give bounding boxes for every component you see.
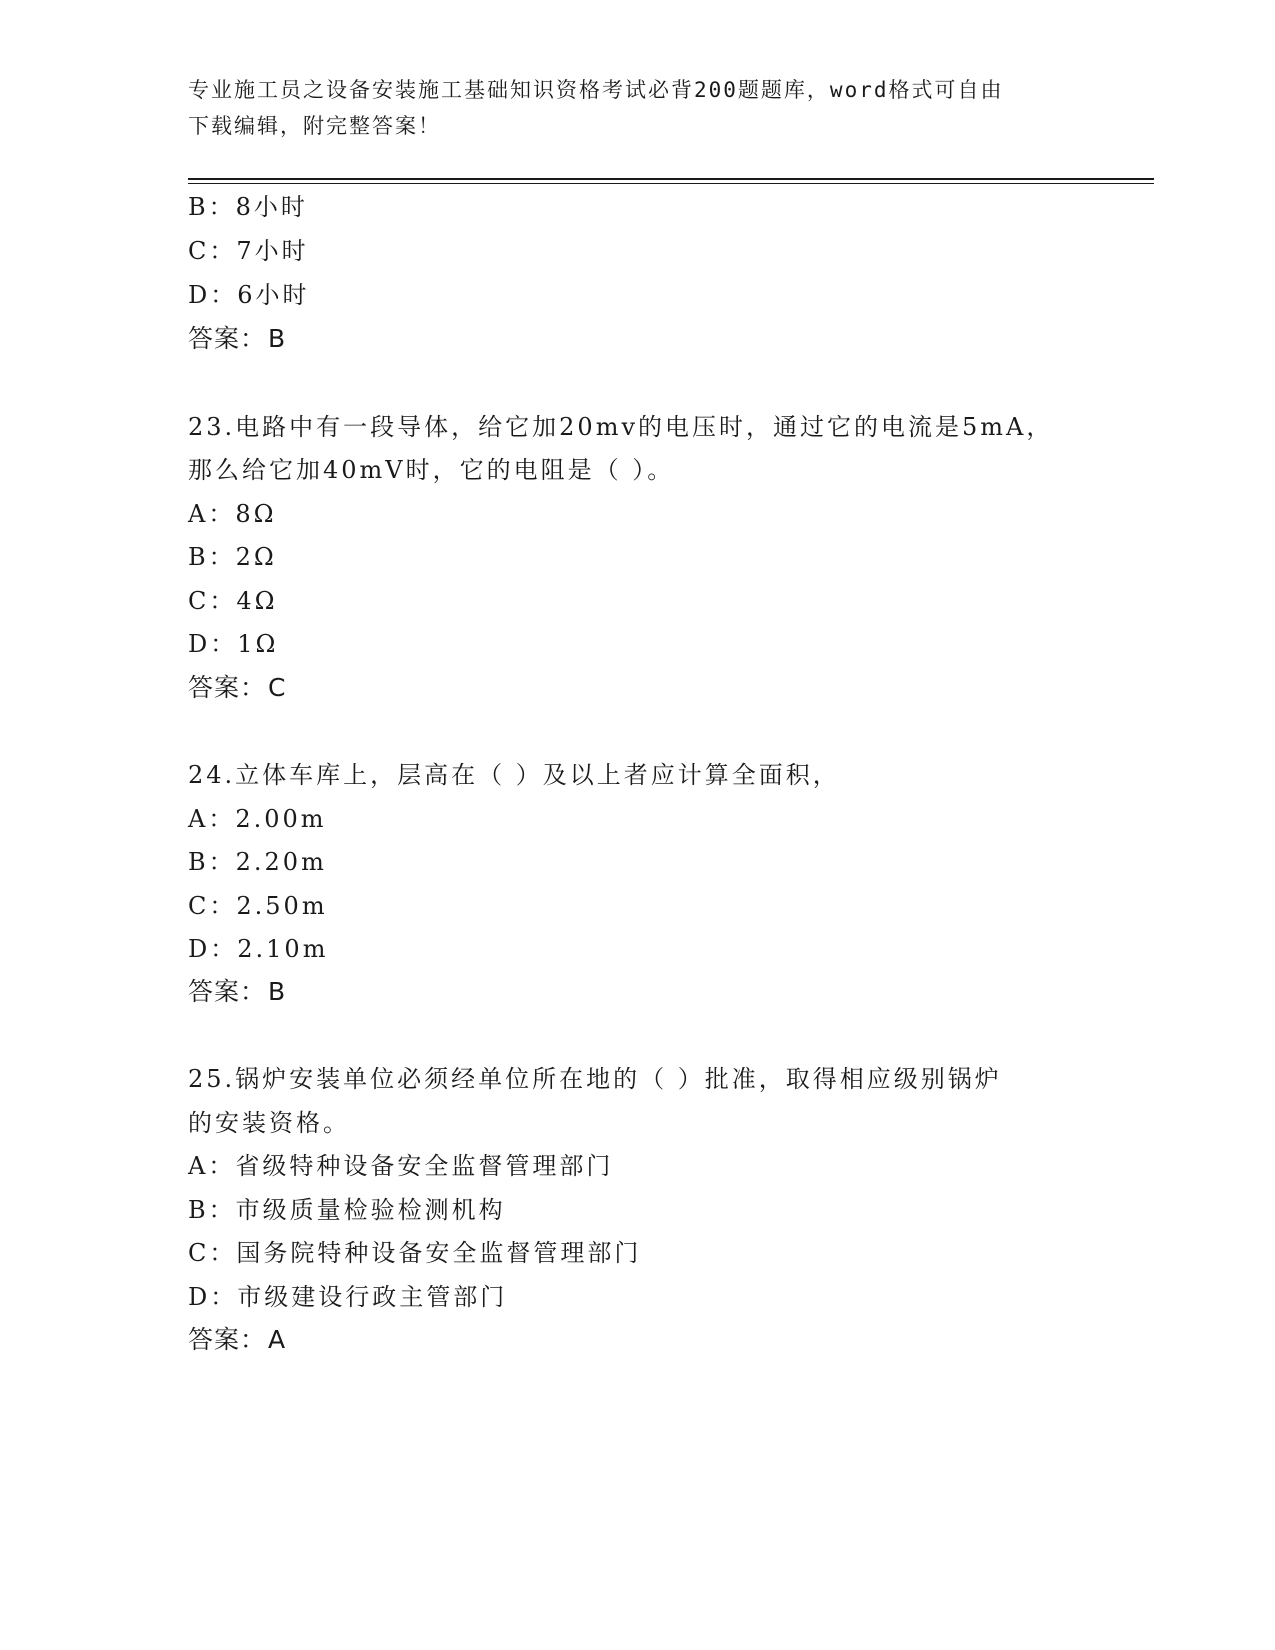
option-row bbox=[188, 1282, 507, 1312]
answer-label: 答案： bbox=[188, 1325, 267, 1354]
answer-label: 答案： bbox=[188, 324, 267, 353]
option-row bbox=[188, 542, 277, 572]
option-row bbox=[188, 280, 310, 310]
option-text: 7小时 bbox=[236, 237, 309, 265]
option-letter: A： bbox=[188, 1152, 236, 1180]
option-letter: A： bbox=[188, 500, 236, 528]
option-row bbox=[188, 891, 328, 921]
option-row bbox=[188, 804, 327, 834]
option-row bbox=[188, 586, 278, 616]
option-letter: B： bbox=[188, 543, 236, 571]
answer-row bbox=[188, 1325, 286, 1355]
question-stem: 25.锅炉安装单位必须经单位所在地的（ ）批准，取得相应级别锅炉 bbox=[188, 1065, 1002, 1093]
answer-value: A bbox=[268, 1325, 287, 1354]
option-text: 6小时 bbox=[237, 281, 310, 309]
question-stem-continued: 的安装资格。 bbox=[188, 1109, 350, 1137]
option-letter: B： bbox=[188, 193, 236, 221]
option-letter: C： bbox=[188, 237, 237, 265]
option-text: 8小时 bbox=[235, 193, 308, 221]
answer-label: 答案： bbox=[188, 673, 267, 702]
option-text: 2.20m bbox=[235, 848, 327, 876]
option-text: 4Ω bbox=[236, 587, 278, 615]
option-text: 8Ω bbox=[235, 500, 277, 528]
header-line-2: 下载编辑，附完整答案！ bbox=[188, 114, 441, 138]
header-divider-thick bbox=[188, 178, 1154, 180]
option-row bbox=[188, 1238, 641, 1268]
option-row bbox=[188, 499, 277, 529]
header-line-1: 专业施工员之设备安装施工基础知识资格考试必背200题题库，word格式可自由 bbox=[188, 78, 1004, 102]
option-text: 市级建设行政主管部门 bbox=[237, 1283, 508, 1311]
option-text: 2.00m bbox=[235, 805, 327, 833]
answer-row bbox=[188, 673, 286, 703]
option-letter: D： bbox=[188, 630, 238, 658]
option-row bbox=[188, 236, 309, 266]
option-row bbox=[188, 934, 328, 964]
document-header bbox=[188, 72, 1068, 144]
answer-value: B bbox=[268, 977, 287, 1006]
answer-row bbox=[188, 324, 286, 354]
option-row bbox=[188, 1151, 613, 1181]
option-letter: D： bbox=[188, 1283, 238, 1311]
option-row bbox=[188, 847, 327, 877]
option-letter: D： bbox=[188, 935, 238, 963]
option-letter: C： bbox=[188, 892, 237, 920]
option-row bbox=[188, 192, 308, 222]
answer-value: B bbox=[268, 324, 287, 353]
option-row bbox=[188, 1195, 506, 1225]
option-letter: B： bbox=[188, 1196, 236, 1224]
option-letter: A： bbox=[188, 805, 236, 833]
option-letter: C： bbox=[188, 1239, 237, 1267]
answer-row bbox=[188, 977, 286, 1007]
option-text: 1Ω bbox=[237, 630, 279, 658]
answer-label: 答案： bbox=[188, 977, 267, 1006]
answer-value: C bbox=[268, 673, 287, 702]
option-row bbox=[188, 629, 278, 659]
option-letter: B： bbox=[188, 848, 236, 876]
option-text: 2.50m bbox=[236, 892, 328, 920]
question-stem-continued: 那么给它加40mV时，它的电阻是（ ）。 bbox=[188, 456, 675, 484]
question-stem: 24.立体车库上，层高在（ ）及以上者应计算全面积， bbox=[188, 761, 840, 789]
header-divider-thin bbox=[188, 183, 1154, 184]
option-text: 2Ω bbox=[235, 543, 277, 571]
option-text: 省级特种设备安全监督管理部门 bbox=[235, 1152, 614, 1180]
option-letter: C： bbox=[188, 587, 237, 615]
option-text: 国务院特种设备安全监督管理部门 bbox=[236, 1239, 642, 1267]
option-letter: D： bbox=[188, 281, 238, 309]
question-stem: 23.电路中有一段导体，给它加20mv的电压时，通过它的电流是5mA， bbox=[188, 413, 1054, 441]
option-text: 市级质量检验检测机构 bbox=[235, 1196, 506, 1224]
option-text: 2.10m bbox=[237, 935, 329, 963]
